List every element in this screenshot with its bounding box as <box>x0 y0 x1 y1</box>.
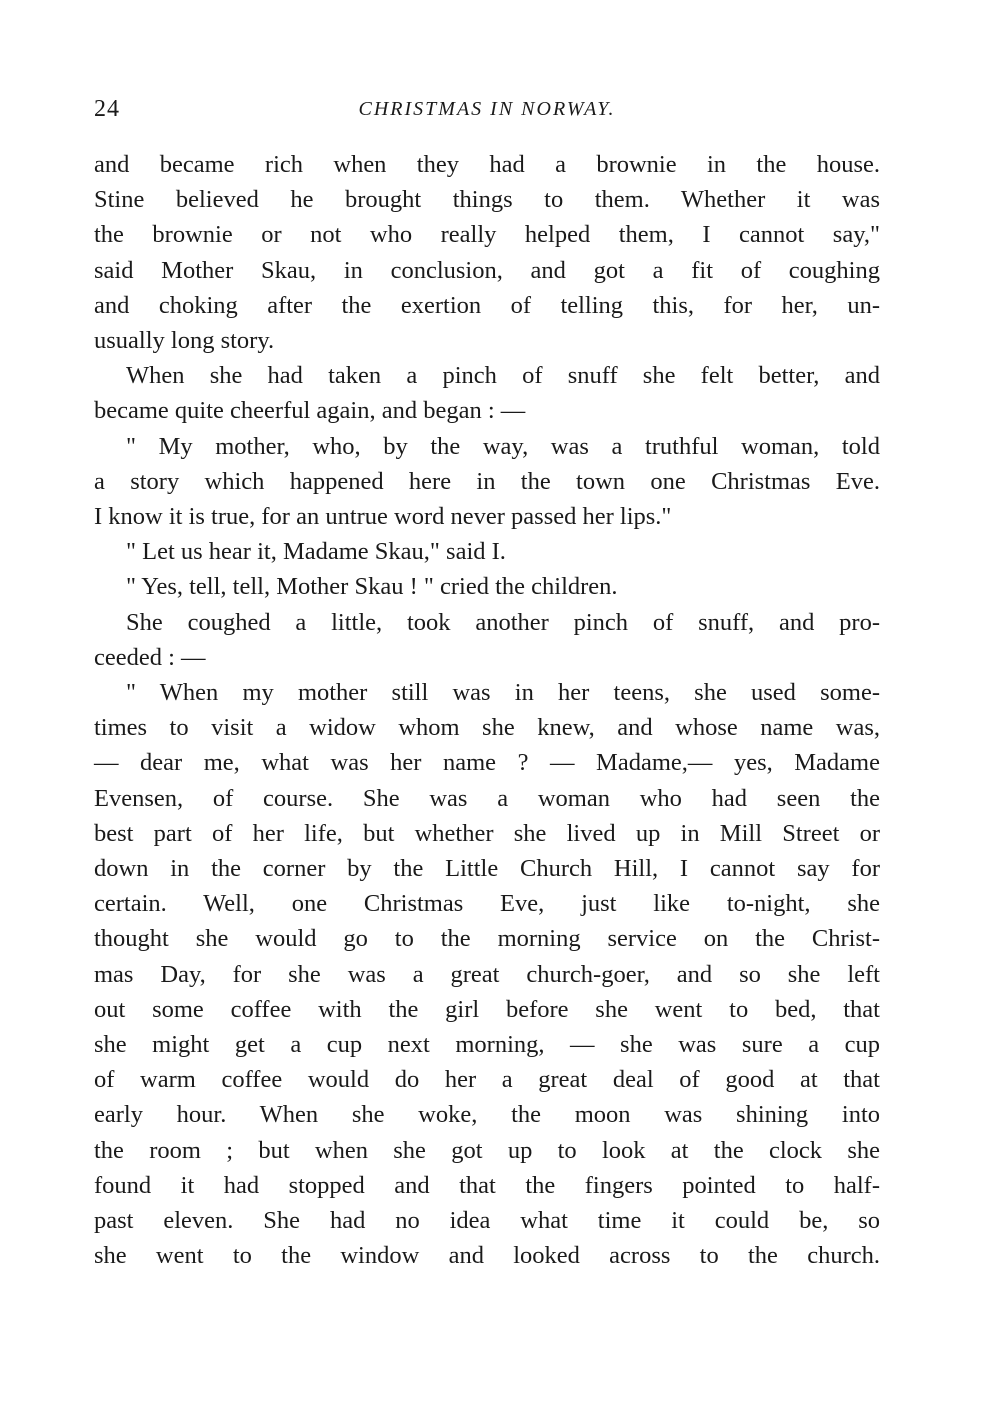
text-line: became quite cheerful again, and began : — <box>94 397 526 425</box>
text-line: she went to the window and looked across to the church. <box>94 1242 880 1270</box>
text-line: I know it is true, for an untrue word never passed her lips." <box>94 503 672 531</box>
paragraph <box>94 358 880 428</box>
text-line: She coughed a little, took another pinch of snuff, and pro- <box>126 608 880 636</box>
text-line: ceeded : — <box>94 643 206 671</box>
text-line: best part of her life, but whether she lived up in Mill Street or <box>94 819 880 847</box>
text-line: Stine believed he brought things to them. Whether it was <box>94 186 880 214</box>
paragraph <box>94 147 880 358</box>
paragraph <box>94 569 880 604</box>
text-line: " My mother, who, by the way, was a truthful woman, told <box>126 432 880 460</box>
text-line: and became rich when they had a brownie in the house. <box>94 151 880 178</box>
text-line: she might get a cup next morning, — she was sure a cup <box>94 1031 880 1059</box>
text-line: " Let us hear it, Madame Skau," said I. <box>126 538 506 566</box>
page-header <box>94 96 880 130</box>
text-line: said Mother Skau, in conclusion, and got a fit of coughing <box>94 256 880 284</box>
text-line: " Yes, tell, tell, Mother Skau ! " cried the children. <box>126 573 618 601</box>
text-line: the brownie or not who really helped them, I cannot say," <box>94 221 880 249</box>
text-line: certain. Well, one Christmas Eve, just like to-night, she <box>94 890 880 918</box>
text-line: usually long story. <box>94 327 275 355</box>
page-number: 24 <box>94 96 120 122</box>
body-text <box>94 147 880 1274</box>
paragraph <box>94 675 880 1273</box>
text-line: early hour. When she woke, the moon was shining into <box>94 1101 880 1129</box>
text-line: out some coffee with the girl before she went to bed, that <box>94 995 880 1023</box>
text-line: — dear me, what was her name ? — Madame,— yes, Madame <box>94 749 880 777</box>
text-line: mas Day, for she was a great church-goer, and so she left <box>94 960 880 988</box>
text-line: the room ; but when she got up to look at the clock she <box>94 1136 880 1164</box>
text-line: Evensen, of course. She was a woman who had seen the <box>94 784 880 812</box>
text-line: a story which happened here in the town one Christmas Eve. <box>94 467 880 495</box>
text-line: of warm coffee would do her a great deal of good at that <box>94 1066 880 1094</box>
paragraph <box>94 605 880 675</box>
text-line: times to visit a widow whom she knew, and whose name was, <box>94 714 880 742</box>
text-line: and choking after the exertion of telling this, for her, un- <box>94 291 880 319</box>
running-title: CHRISTMAS IN NORWAY. <box>358 98 616 120</box>
paragraph <box>94 429 880 535</box>
paragraph <box>94 534 880 569</box>
text-line: thought she would go to the morning service on the Christ- <box>94 925 880 953</box>
text-line: past eleven. She had no idea what time it could be, so <box>94 1207 880 1235</box>
text-line: When she had taken a pinch of snuff she felt better, and <box>126 362 880 390</box>
text-line: found it had stopped and that the fingers pointed to half- <box>94 1171 880 1199</box>
text-line: down in the corner by the Little Church Hill, I cannot say for <box>94 855 880 883</box>
text-line: " When my mother still was in her teens, she used some- <box>126 679 880 707</box>
